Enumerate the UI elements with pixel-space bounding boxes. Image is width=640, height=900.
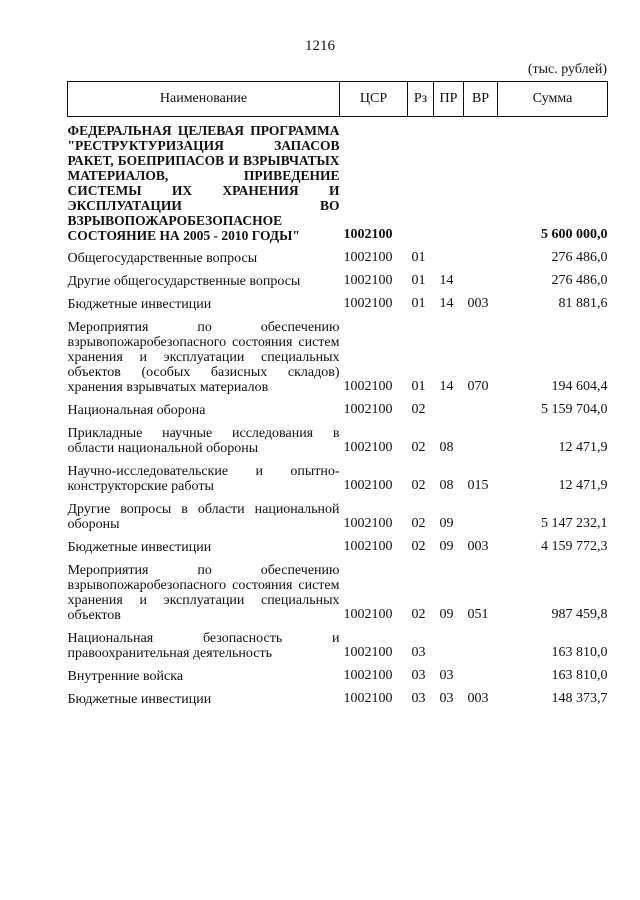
row-vr: 003 — [467, 691, 489, 706]
row-sum: 5 159 704,0 — [541, 402, 608, 417]
table-row — [68, 247, 608, 270]
row-sum: 987 459,8 — [551, 607, 608, 622]
table-row — [68, 498, 608, 536]
row-name: Бюджетные инвестиции — [67, 692, 212, 707]
row-vr: 003 — [467, 539, 489, 554]
row-name: Другие общегосударственные вопросы — [67, 274, 301, 289]
row-rz: 01 — [411, 379, 426, 394]
row-vr — [464, 665, 498, 688]
page-number: 1216 — [305, 38, 335, 54]
row-name: ФЕДЕРАЛЬНАЯ ЦЕЛЕВАЯ ПРОГРАММА "РЕСТРУКТУРИЗАЦИЯ ЗАПАСОВ РАКЕТ, БОЕПРИПАСОВ И ВЗРЫВЧАТЫХ МАТЕРИАЛОВ, ПРИВЕДЕНИЕ СИСТЕМЫ ИХ ХРАНЕНИЯ И ЭКСПЛУАТАЦИИ ВО ВЗРЫВОПОЖАРОБЕЗОПАСНОЕ СОСТОЯНИЕ НА 2005 - 2010 ГОДЫ" — [67, 123, 340, 243]
row-name: Прикладные научные исследования в области национальной обороны — [67, 426, 340, 456]
row-csr: 1002100 — [343, 607, 393, 622]
row-csr: 1002100 — [343, 691, 393, 706]
row-name: Другие вопросы в области национальной обороны — [67, 502, 340, 532]
row-name: Национальная оборона — [67, 403, 206, 418]
header-pr: ПР — [434, 82, 464, 117]
table-row — [68, 293, 608, 316]
row-sum: 12 471,9 — [558, 478, 608, 493]
header-rz: Рз — [408, 82, 434, 117]
row-rz: 03 — [411, 645, 426, 660]
table-row — [68, 270, 608, 293]
row-rz: 02 — [411, 539, 426, 554]
row-vr — [464, 627, 498, 665]
table-row — [68, 399, 608, 422]
row-name: Мероприятия по обеспечению взрывопожаробезопасного состояния систем хранения и эксплуатации специальных объектов (особых базисных складов) хранения взрывчатых материалов — [67, 320, 340, 395]
row-rz: 02 — [411, 478, 426, 493]
row-csr: 1002100 — [343, 478, 393, 493]
table-row — [68, 316, 608, 399]
row-pr — [434, 247, 464, 270]
table-row — [68, 688, 608, 711]
row-name: Внутренние войска — [67, 669, 184, 684]
row-rz: 03 — [411, 691, 426, 706]
row-vr — [464, 247, 498, 270]
row-rz: 01 — [411, 250, 426, 265]
row-vr: 003 — [467, 296, 489, 311]
row-pr: 08 — [439, 440, 454, 455]
row-sum: 81 881,6 — [558, 296, 608, 311]
row-pr: 09 — [439, 607, 454, 622]
row-rz: 02 — [411, 440, 426, 455]
row-csr: 1002100 — [343, 645, 393, 660]
table-row — [68, 422, 608, 460]
row-vr: 015 — [467, 478, 489, 493]
row-rz: 02 — [411, 607, 426, 622]
row-pr: 03 — [439, 668, 454, 683]
row-sum: 276 486,0 — [551, 250, 608, 265]
row-vr — [464, 117, 498, 248]
row-csr: 1002100 — [343, 250, 393, 265]
row-vr: 070 — [467, 379, 489, 394]
row-sum: 148 373,7 — [551, 691, 608, 706]
row-rz — [408, 117, 434, 248]
row-csr: 1002100 — [343, 440, 393, 455]
header-vr: ВР — [464, 82, 498, 117]
row-vr — [464, 422, 498, 460]
row-pr: 09 — [439, 516, 454, 531]
row-pr — [434, 117, 464, 248]
row-sum: 276 486,0 — [551, 273, 608, 288]
header-sum: Сумма — [498, 82, 608, 117]
row-vr — [464, 270, 498, 293]
row-csr: 1002100 — [343, 227, 393, 242]
header-csr: ЦСР — [340, 82, 408, 117]
row-name: Научно-исследовательские и опытно-конструкторские работы — [67, 464, 340, 494]
row-pr: 09 — [439, 539, 454, 554]
row-csr: 1002100 — [343, 402, 393, 417]
table-row — [68, 627, 608, 665]
table-header-row — [68, 82, 608, 117]
row-rz: 03 — [411, 668, 426, 683]
row-vr — [464, 498, 498, 536]
row-sum: 12 471,9 — [558, 440, 608, 455]
row-csr: 1002100 — [343, 539, 393, 554]
row-sum: 5 147 232,1 — [541, 516, 608, 531]
row-name: Бюджетные инвестиции — [67, 297, 212, 312]
row-sum: 194 604,4 — [551, 379, 608, 394]
row-csr: 1002100 — [343, 273, 393, 288]
row-pr: 08 — [439, 478, 454, 493]
header-name: Наименование — [68, 82, 340, 117]
row-sum: 163 810,0 — [551, 668, 608, 683]
row-pr: 14 — [439, 296, 454, 311]
row-name: Национальная безопасность и правоохранительная деятельность — [67, 631, 340, 661]
table-row — [68, 536, 608, 559]
row-pr — [434, 399, 464, 422]
table-row — [68, 559, 608, 627]
row-rz: 02 — [411, 402, 426, 417]
row-vr: 051 — [467, 607, 489, 622]
row-vr — [464, 399, 498, 422]
row-csr: 1002100 — [343, 668, 393, 683]
row-csr: 1002100 — [343, 296, 393, 311]
row-sum: 5 600 000,0 — [541, 227, 608, 242]
row-rz: 01 — [411, 273, 426, 288]
row-pr — [434, 627, 464, 665]
row-sum: 163 810,0 — [551, 645, 608, 660]
row-name: Бюджетные инвестиции — [67, 540, 212, 555]
row-pr: 14 — [439, 273, 454, 288]
table-row — [68, 117, 608, 248]
row-name: Общегосударственные вопросы — [67, 251, 258, 266]
row-csr: 1002100 — [343, 379, 393, 394]
table-row — [68, 460, 608, 498]
table-row — [68, 665, 608, 688]
row-sum: 4 159 772,3 — [541, 539, 608, 554]
row-name: Мероприятия по обеспечению взрывопожаробезопасного состояния систем хранения и эксплуатации специальных объектов — [67, 563, 340, 623]
row-rz: 02 — [411, 516, 426, 531]
budget-table — [67, 81, 608, 711]
row-csr: 1002100 — [343, 516, 393, 531]
units-label: (тыс. рублей) — [527, 62, 607, 77]
row-pr: 03 — [439, 691, 454, 706]
row-rz: 01 — [411, 296, 426, 311]
row-pr: 14 — [439, 379, 454, 394]
table-body — [68, 117, 608, 712]
